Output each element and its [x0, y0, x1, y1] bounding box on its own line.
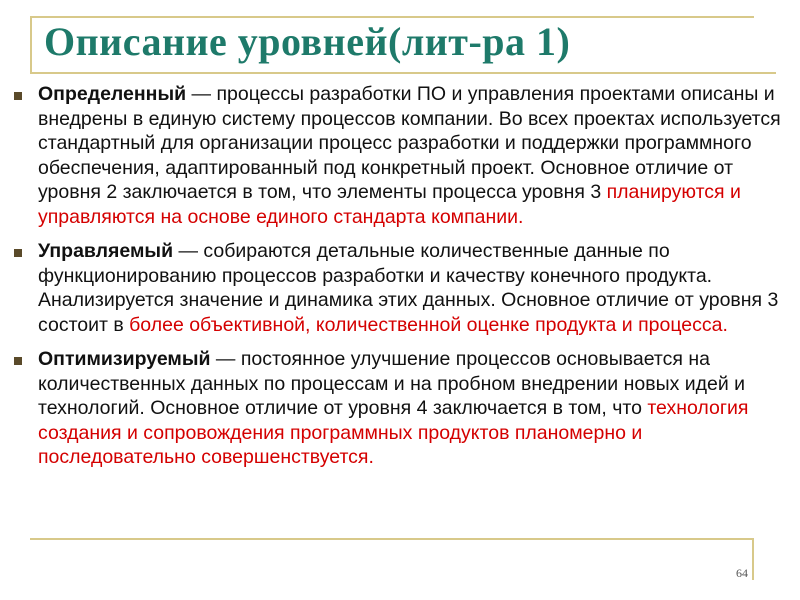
bullet-icon: [14, 92, 22, 100]
footer-frame-right-line: [752, 538, 754, 580]
level-highlight: планируются и управляются на основе единого стандарта компании.: [38, 181, 741, 228]
page-number: 64: [736, 566, 748, 580]
list-item-defined: [14, 82, 794, 229]
level-term: Определенный: [38, 83, 187, 105]
list-item-text: [38, 82, 794, 229]
title-frame-left-line: [30, 16, 32, 72]
title-underline: [30, 72, 776, 74]
list-item-optimizing: [14, 347, 794, 470]
level-term: Оптимизируемый: [38, 348, 211, 370]
slide-content: [14, 82, 794, 480]
level-highlight: более объективной, количественной оценке продукта и процесса.: [129, 313, 728, 336]
bullet-icon: [14, 357, 22, 365]
level-highlight: технология создания и сопровождения программных продуктов планомерно и последовательно совершенствуется.: [38, 397, 749, 468]
level-term: Управляемый: [38, 240, 174, 262]
level-description: — постоянное улучшение процессов основывается на количественных данных по процессам и на пробном внедрении новых идей и технологий. Основное отличие от уровня 4 заключается в том, что: [38, 348, 746, 419]
list-item-managed: [14, 239, 794, 337]
list-item-text: [38, 239, 794, 337]
level-description: — собираются детальные количественные данные по функционированию процессов разработки и качеству конечного продукта. Анализируется значение и динамика этих данных. Основное отличие от уровня 3 состоит в: [38, 240, 779, 336]
list-item-text: [38, 347, 794, 470]
level-description: — процессы разработки ПО и управления проектами описаны и внедрены в единую систему процессов компании. Во всех проектах используется стандартный для организации процесс разработки и поддержки программного обеспечения, адаптированный под конкретный проект. Основное отличие от уровня 2 заключается в том, что элементы процесса уровня 3: [38, 83, 781, 203]
slide-title: Описание уровней(лит-ра 1): [44, 19, 571, 64]
footer-line: [30, 538, 754, 540]
bullet-icon: [14, 249, 22, 257]
